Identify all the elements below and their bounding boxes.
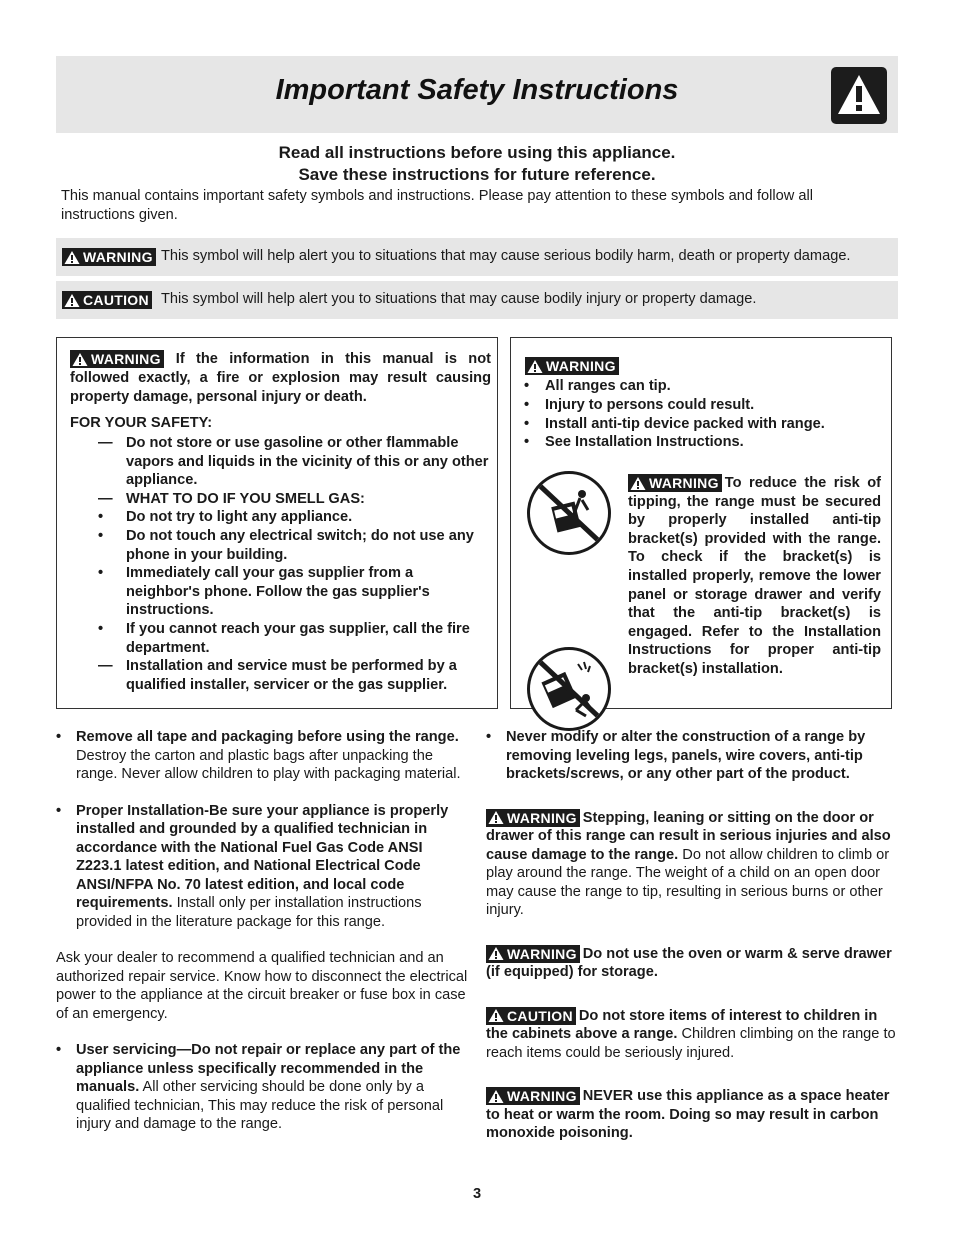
warning-symbol-bar [56,238,898,276]
child-tipping-range-prohibited-icon [527,471,611,555]
cabinet-caution: CAUTION Do not store items of interest to children in the cabinets above a range. Children climbing on the range to reach items could be seriously injured. [486,1007,896,1061]
list-item: • See Installation Instructions. [524,434,744,451]
right-column [486,728,898,1143]
door-warning: WARNING Stepping, leaning or sitting on the door or drawer of this range can result in serious injuries and also cause damage to the range. Do not allow children to climb or play around the range. The weight of a child on an open door may cause the range to tip, resulting in serious burns or other injury. [486,809,891,918]
list-item: • Immediately call your gas supplier from a neighbor's phone. Follow the gas supplier's instructions. [98,565,430,619]
intro-heading-1: Read all instructions before using this appliance. [278,143,676,162]
exclamation-triangle-icon [831,67,887,124]
intro-paragraph: This manual contains important safety symbols and instructions. Please pay attention to these symbols and follow all instructions given. [61,188,813,223]
left-column [56,728,472,1134]
warning-triangle-icon [64,250,80,265]
space-heater-warning: WARNING NEVER use this appliance as a space heater to heat or warm the room. Doing so may result in carbon monoxide poisoning. [486,1088,890,1141]
list-item: • Install anti-tip device packed with range. [524,415,825,432]
page-title: Important Safety Instructions [275,74,679,106]
warning-symbol-text: This symbol will help alert you to situations that may cause serious bodily harm, death or property damage. [161,248,851,264]
dealer-paragraph: Ask your dealer to recommend a qualified technician and an authorized repair service. Know how to disconnect the electrical power to the appliance at the circuit breaker or fuse box in case of an emergency. [56,950,468,1022]
warning-triangle-icon [488,946,504,961]
warning-triangle-icon [527,359,543,374]
caution-symbol-text: This symbol will help alert you to situations that may cause bodily injury or property damage. [161,291,757,307]
caution-symbol-bar [56,281,898,319]
warning-badge: WARNING [486,945,580,963]
list-item: • Do not try to light any appliance. [98,509,353,526]
caution-badge: CAUTION [62,291,152,309]
list-item: • Remove all tape and packaging before using the range. Destroy the carton and plastic bags after unpacking the range. Never allow children to play with packaging material. [56,729,461,782]
anti-tip-list [524,377,884,452]
gas-warning-lead: WARNING If the information in this manual is not followed exactly, a fire or explosion may result causing property damage, personal injury or death. [70,351,491,405]
list-item: • If you cannot reach your gas supplier, call the fire department. [98,620,470,656]
header-bar [56,56,898,133]
warning-badge: WARNING [486,809,580,827]
list-item: • Do not touch any electrical switch; do not use any phone in your building. [98,527,474,563]
for-your-safety-heading: FOR YOUR SAFETY: [70,415,213,431]
gas-safety-list [70,434,491,694]
list-item: — WHAT TO DO IF YOU SMELL GAS: [98,490,365,507]
anti-tip-warning-text: WARNING To reduce the risk of tipping, the range must be secured by properly installed anti-tip bracket(s) provided with the range. To check if the bracket(s) is installed properly, remove the lower panel or storage drawer and verify that the anti-tip bracket(s) is engaged. Refer to the Installation Instructions for proper anti-tip bracket(s) installation. [628,475,881,677]
warning-triangle-icon [72,352,88,367]
list-item: • Injury to persons could result. [524,396,755,413]
warning-triangle-icon [488,1089,504,1104]
warning-triangle-icon [488,810,504,825]
warning-badge: WARNING [486,1087,580,1105]
list-item: • Never modify or alter the construction of a range by removing leveling legs, panels, wire covers, anti-tip brackets/screws, or any other part of the product. [486,729,866,782]
caution-badge: CAUTION [486,1007,576,1025]
list-item: — Do not store or use gasoline or other flammable vapors and liquids in the vicinity of this or any other appliance. [98,435,489,489]
page-number: 3 [472,1186,482,1202]
warning-badge: WARNING [70,350,164,368]
anti-tip-warning-box [510,337,892,709]
intro-heading-2: Save these instructions for future reference. [298,165,656,184]
warning-badge: WARNING [628,474,722,492]
caution-triangle-icon [488,1008,504,1023]
storage-warning: WARNING Do not use the oven or warm & serve drawer (if equipped) for storage. [486,945,892,980]
range-falling-prohibited-icon [527,647,611,731]
warning-badge: WARNING [62,248,156,266]
gas-warning-box [56,337,498,709]
warning-badge: WARNING [525,357,619,375]
list-item: • Proper Installation-Be sure your appliance is properly installed and grounded by a qualified technician in accordance with the National Fuel Gas Code ANSI Z223.1 latest edition, and National Electrical Code ANSI/NFPA No. 70 latest edition, and local code requirements. Install only per installation instructions provided in the literature package for this range. [56,802,449,930]
list-item: • All ranges can tip. [524,378,671,394]
caution-triangle-icon [64,293,80,308]
list-item: • User servicing—Do not repair or replace any part of the appliance unless specifically recommended in the manuals. All other servicing should be done only by a qualified technician, This may reduce the risk of personal injury and damage to the range. [56,1042,461,1132]
warning-triangle-icon [630,476,646,491]
list-item: — Installation and service must be performed by a qualified installer, servicer or the gas supplier. [98,658,457,693]
